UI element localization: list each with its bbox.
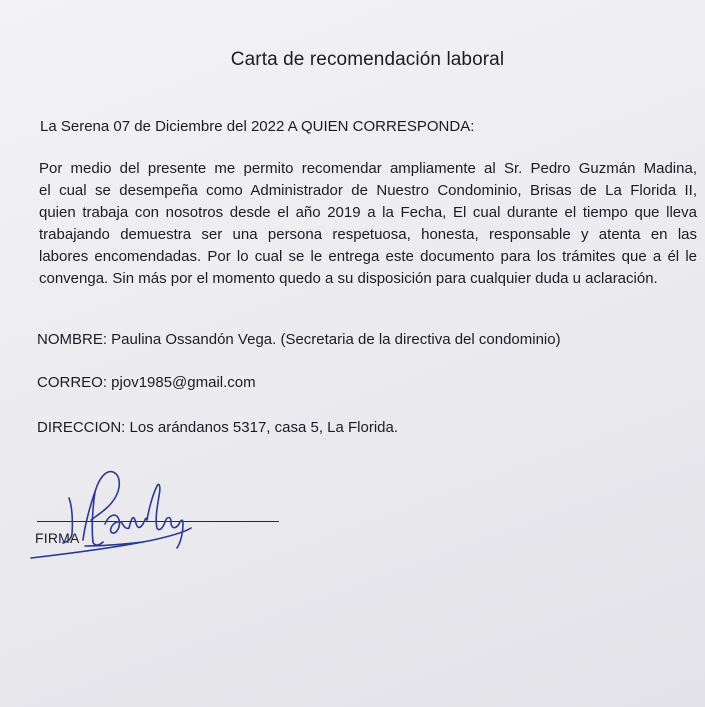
body-line: trabajando demuestra ser una persona respetuosa, honesta, responsable y atenta en las xyxy=(39,226,697,243)
letter-title: Carta de recomendación laboral xyxy=(230,49,505,70)
signature-label: FIRMA xyxy=(35,530,80,546)
body-line: Por medio del presente me permito recomendar ampliamente al Sr. Pedro Guzmán Madina, xyxy=(39,160,697,177)
signer-email-field: CORREO: pjov1985@gmail.com xyxy=(37,374,256,391)
signer-name-field: NOMBRE: Paulina Ossandón Vega. (Secretaria de la directiva del condominio) xyxy=(37,331,561,348)
body-line: convenga. Sin más por el momento quedo a su disposición para cualquier duda u aclaración. xyxy=(39,270,658,287)
handwritten-signature xyxy=(25,462,205,562)
letter-body xyxy=(39,158,697,290)
body-line: el cual se desempeña como Administrador de Nuestro Condominio, Brisas de La Florida II, xyxy=(39,182,697,199)
signer-address-field: DIRECCION: Los arándanos 5317, casa 5, La Florida. xyxy=(37,419,399,436)
body-line: labores encomendadas. Por lo cual se le entrega este documento para los trámites que a él le xyxy=(39,248,697,265)
letter-dateline: La Serena 07 de Diciembre del 2022 A QUIEN CORRESPONDA: xyxy=(40,118,475,135)
body-line: quien trabaja con nosotros desde el año 2019 a la Fecha, El cual durante el tiempo que lleva xyxy=(39,204,697,221)
